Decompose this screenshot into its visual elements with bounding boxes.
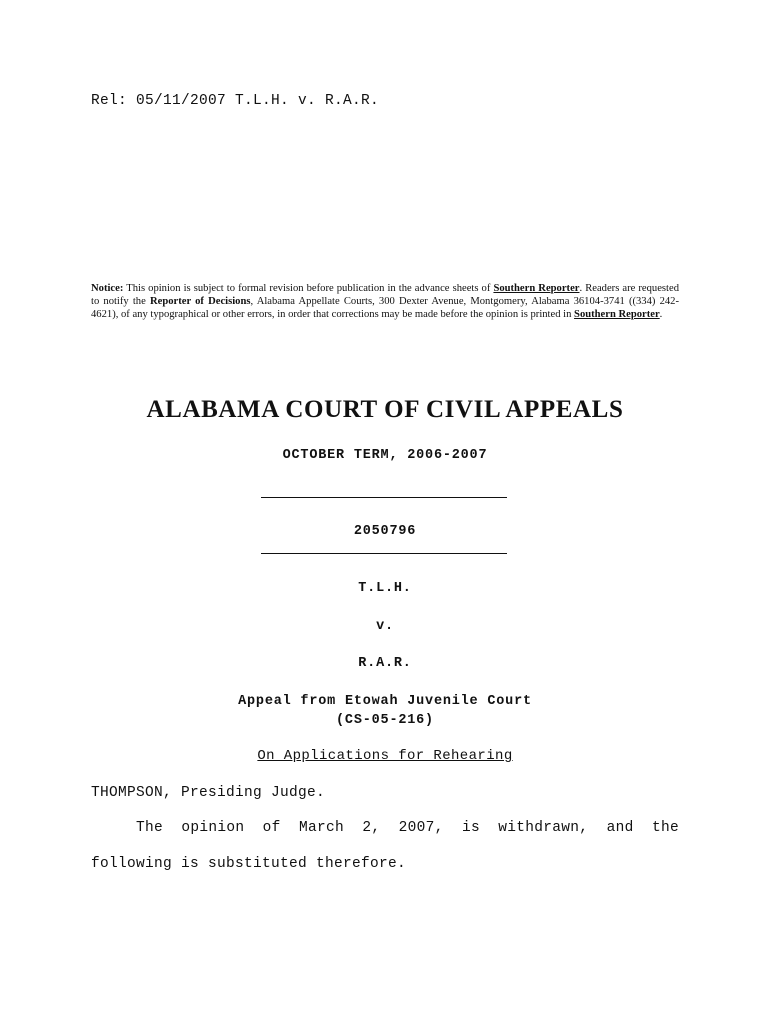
rule-top (261, 497, 507, 498)
appeal-from: Appeal from Etowah Juvenile Court (238, 694, 532, 709)
southern-reporter-link-1: Southern Reporter (493, 283, 580, 294)
opinion-paragraph-line-1 (91, 820, 679, 836)
notice-text-2: . Readers are requested to notify the (91, 283, 679, 307)
word: of (262, 820, 281, 836)
word: withdrawn, (498, 820, 589, 836)
judge-line: THOMPSON, Presiding Judge. (91, 785, 326, 801)
southern-reporter-link-2: Southern Reporter (574, 308, 660, 320)
versus: v. (376, 619, 394, 634)
word: 2007, (398, 820, 444, 836)
notice-text-4: . (659, 308, 663, 320)
lower-court-case-number: (CS-05-216) (336, 713, 434, 728)
word: March (298, 820, 344, 836)
notice-label: Notice: (91, 283, 124, 294)
notice-paragraph (91, 283, 679, 322)
opinion-paragraph-line-2: following is substituted therefore. (91, 856, 407, 872)
word: the (651, 820, 679, 836)
appellant: T.L.H. (358, 581, 412, 596)
word: The (136, 820, 164, 836)
court-title: ALABAMA COURT OF CIVIL APPEALS (146, 396, 624, 423)
reporter-of-decisions: Reporter of Decisions (149, 295, 251, 307)
word: and (606, 820, 634, 836)
rule-bottom (261, 553, 507, 554)
rehearing-heading: On Applications for Rehearing (257, 748, 513, 764)
case-number: 2050796 (353, 524, 417, 539)
word: is (461, 820, 480, 836)
term-line: OCTOBER TERM, 2006-2007 (282, 448, 488, 463)
notice-text-1: This opinion is subject to formal revision before publication in the advance sheets of (123, 283, 494, 294)
word: opinion (181, 820, 245, 836)
word: 2, (362, 820, 381, 836)
appellee: R.A.R. (358, 656, 412, 671)
notice-text-3: , Alabama Appellate Courts, 300 Dexter Avenue, Montgomery, Alabama 36104-3741 ((334) 242-4621), of any typographical or other errors, in order that corrections may be made before the opinion is printed in (91, 295, 679, 320)
release-line: Rel: 05/11/2007 T.L.H. v. R.A.R. (91, 93, 380, 109)
